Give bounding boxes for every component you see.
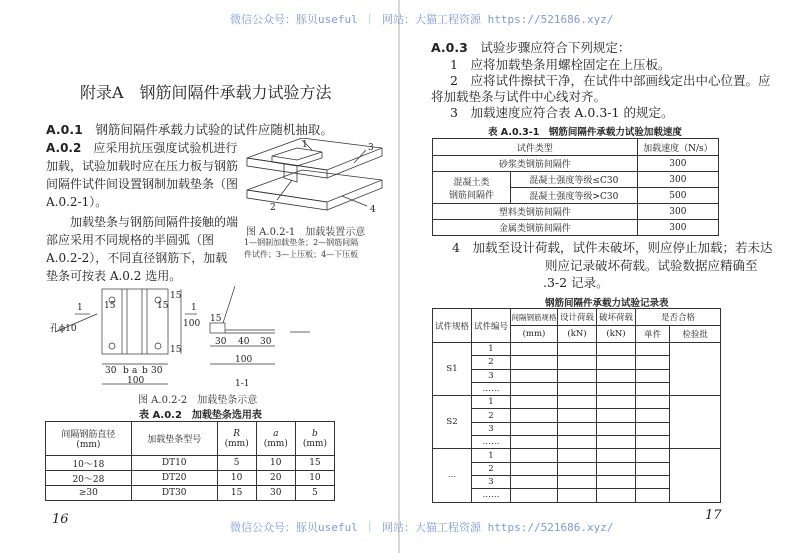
table-title: 表 A.0.2 加载垫条选用表 xyxy=(139,410,262,421)
fig-label: 2 xyxy=(270,203,276,213)
number-cell: …… xyxy=(472,382,511,395)
fig-label: 1 xyxy=(302,140,308,150)
list-item: 3 加载速度应符合表 A.0.3-1 的规定。 xyxy=(450,105,674,120)
list-item: 将加载垫条与试件中心线对齐。 xyxy=(431,89,607,104)
watermark-bottom: 微信公众号：豚贝useful ｜ 网站：大猫工程资源 https://521686.xyz/ xyxy=(230,521,614,534)
number-cell: 3 xyxy=(472,422,511,435)
spec-cell: … xyxy=(433,449,472,502)
loading-strip-table xyxy=(45,421,335,501)
section-mark: 1 xyxy=(191,303,197,313)
list-item: 2 应将试件擦拭干净，在试件中部画线定出中心位置。应 xyxy=(450,73,771,88)
dimension-label: b xyxy=(123,366,129,376)
figure-legend: 1—钢制加载垫条；2—钢筋间隔 xyxy=(244,238,359,247)
header-cell: a (mm) xyxy=(256,422,295,456)
table-row xyxy=(433,449,721,462)
section-mark: 1 xyxy=(77,303,83,313)
clause-number: A.0.3 xyxy=(431,40,468,55)
page-number: 16 xyxy=(52,512,69,527)
fig-label: 3 xyxy=(368,143,374,153)
test-record-table: 试件规格 试件编号 间隔钢筋规格 设计荷载 破坏荷载 是否合格 (mm) (kN) (kN) 单件 检验批 S1 1 2 3 …… S2 1 2 3 …… … 1 2 3 …… xyxy=(432,308,721,503)
clause-text: A.0.2-1）。 xyxy=(46,195,108,209)
dimension-label: b xyxy=(142,366,148,376)
number-cell: 2 xyxy=(472,409,511,422)
header-cell: R (mm) xyxy=(217,422,256,456)
clause-text: 间隔件试件间设置钢制加载垫条（图 xyxy=(46,177,239,191)
number-cell: 2 xyxy=(472,462,511,475)
dimension-label: 30 xyxy=(215,337,227,347)
dimension-label: 15 xyxy=(170,291,182,301)
dimension-label: 15 xyxy=(104,301,116,311)
dimension-label: 15 xyxy=(170,345,182,355)
clause-text: 试验步骤应符合下列规定： xyxy=(480,40,631,55)
number-cell: 1 xyxy=(472,449,511,462)
dimension-label: 100 xyxy=(183,319,201,329)
number-cell: 2 xyxy=(472,356,511,369)
number-cell: …… xyxy=(472,436,511,449)
dimension-label: 40 xyxy=(238,337,250,347)
number-cell: 3 xyxy=(472,475,511,488)
page-number: 17 xyxy=(705,508,722,523)
clause-text: 应采用抗压强度试验机进行 xyxy=(93,141,238,155)
list-item: 1 应将加载垫条用螺栓固定在上压板。 xyxy=(450,57,671,72)
clause-text: 加载垫条与钢筋间隔件接触的端 xyxy=(70,215,239,229)
header-cell: 间隔钢筋直径 (mm) xyxy=(46,422,132,456)
dimension-label: a xyxy=(132,366,138,376)
figure-legend: 件试件；3—上压板；4—下压板 xyxy=(244,250,359,259)
list-item: .3-2 记录。 xyxy=(543,275,609,290)
table-row xyxy=(433,396,721,409)
dimension-label: 100 xyxy=(127,376,145,386)
table-row: 20～28 DT20 10 20 10 xyxy=(46,471,335,486)
dimension-label: 15 xyxy=(157,301,169,311)
dimension-label: 30 xyxy=(151,366,163,376)
clause-text: 部应采用不同规格的半圆弧（图 xyxy=(46,233,215,247)
table-title: 表 A.0.3-1 钢筋间隔件承载力试验加载速度 xyxy=(488,127,682,138)
table-row: ≥30 DT30 15 30 5 xyxy=(46,486,335,501)
list-item: 4 加载至设计荷载，试件未破坏，则应停止加载；若未达 xyxy=(452,240,773,255)
dimension-label: 15 xyxy=(210,314,222,324)
watermark-top: 微信公众号：豚贝useful ｜ 网站：大猫工程资源 https://521686.xyz/ xyxy=(230,13,614,26)
list-item: 则应记录破坏荷载。试验数据应精确至 xyxy=(545,258,758,273)
number-cell: 1 xyxy=(472,343,511,356)
clause-text: 垫条可按表 A.0.2 选用。 xyxy=(46,269,182,283)
header-cell: b (mm) xyxy=(295,422,334,456)
dimension-label: 100 xyxy=(235,355,253,365)
header-cell: 加载垫条型号 xyxy=(131,422,217,456)
appendix-title: 附录A 钢筋间隔件承载力试验方法 xyxy=(80,83,332,102)
fig-label: 4 xyxy=(370,205,376,215)
loading-strip-figure xyxy=(45,286,325,390)
clause-text: 钢筋间隔件承载力试验的试件应随机抽取。 xyxy=(95,122,333,137)
figure-caption: 图 A.0.2-1 加载装置示意 xyxy=(246,227,366,238)
figure-caption: 图 A.0.2-2 加载垫条示意 xyxy=(138,395,258,406)
clause-number: A.0.2 xyxy=(46,141,82,155)
table-row: 10～18 DT10 5 10 15 xyxy=(46,456,335,471)
number-cell: 3 xyxy=(472,369,511,382)
number-cell: 1 xyxy=(472,396,511,409)
dimension-label: 30 xyxy=(105,366,117,376)
clause-number: A.0.1 xyxy=(46,122,83,137)
page-fold xyxy=(398,0,400,553)
table-row xyxy=(433,343,721,356)
dimension-label: 30 xyxy=(260,337,272,347)
section-label: 1-1 xyxy=(235,379,250,389)
clause-text: A.0.2-2），不同直径钢筋下，加载 xyxy=(46,251,228,265)
number-cell: …… xyxy=(472,489,511,502)
clause-text: 加载，试验加载时应在压力板与钢筋 xyxy=(46,159,239,173)
loading-device-figure xyxy=(242,138,396,220)
loading-speed-table: 试件类型 加载速度（N/s） 砂浆类钢筋间隔件 300 混凝土类 钢筋间隔件 混凝土强度等级≤C30 300 混凝土强度等级>C30 500 塑料类钢筋间隔件 300 金属类钢筋间隔件 300 xyxy=(432,138,719,236)
spec-cell: S1 xyxy=(433,343,472,396)
dimension-label: 孔ϕ10 xyxy=(50,324,77,334)
table-title: 钢筋间隔件承载力试验记录表 xyxy=(545,298,669,309)
spec-cell: S2 xyxy=(433,396,472,449)
